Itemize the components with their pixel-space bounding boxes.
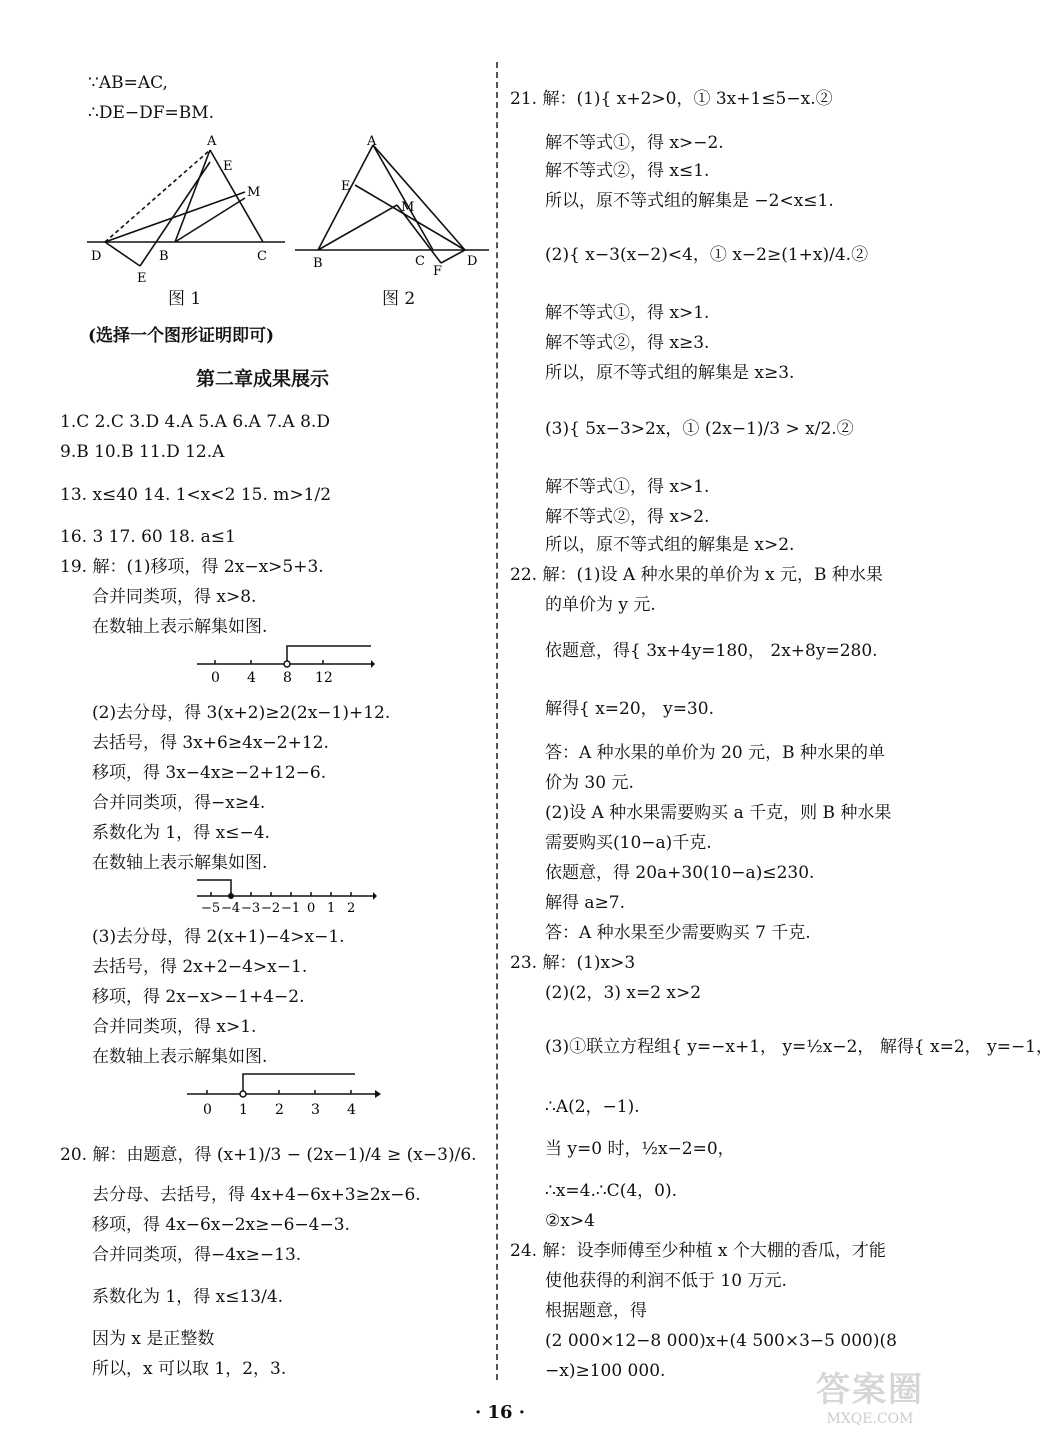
answer-line: 移项，得 3x−4x≥−2+12−6.	[92, 763, 327, 783]
nl3-tick: 1	[239, 1102, 248, 1118]
answer-line: 在数轴上表示解集如图.	[92, 1047, 268, 1067]
answer-line: 所以，原不等式组的解集是 x≥3.	[545, 363, 795, 383]
nl2-tick: −4	[221, 901, 241, 916]
answer-line: 系数化为 1，得 x≤13/4.	[92, 1287, 284, 1307]
watermark-logo	[780, 1362, 960, 1432]
nl3-tick: 3	[311, 1102, 320, 1118]
answer-line: 解不等式①，得 x>1.	[545, 477, 710, 497]
answer-line: 19. 解：(1)移项，得 2x−x>5+3.	[60, 557, 324, 577]
answer-line: 解得 a≥7.	[545, 893, 626, 913]
figure-1	[85, 130, 290, 290]
answer-line: 因为 x 是正整数	[92, 1329, 215, 1349]
answer-line: 22. 解：(1)设 A 种水果的单价为 x 元，B 种水果	[510, 565, 883, 585]
fig1-label-d: D	[91, 249, 102, 264]
fig2-label-f: F	[433, 264, 443, 279]
answer-line: 去括号，得 2x+2−4>x−1.	[92, 957, 308, 977]
answer-line: 合并同类项，得−4x≥−13.	[92, 1245, 302, 1265]
answer-line: 解不等式②，得 x>2.	[545, 507, 710, 527]
answer-line: 解不等式②，得 x≤1.	[545, 161, 710, 181]
fig2-label-b: B	[313, 256, 323, 271]
answer-line: 依题意，得 20a+30(10−a)≤230.	[545, 863, 815, 883]
fig1-label-m: M	[247, 185, 261, 200]
answer-line: 1.C 2.C 3.D 4.A 5.A 6.A 7.A 8.D	[60, 412, 330, 432]
nl2-tick: −3	[241, 901, 261, 916]
answer-line: 去分母、去括号，得 4x+4−6x+3≥2x−6.	[92, 1185, 421, 1205]
watermark-main: 答案圈	[816, 1370, 924, 1410]
fig2-label-a: A	[367, 134, 377, 149]
fig2-label-d: D	[467, 254, 478, 269]
answer-line: 21. 解：(1){ x+2>0，① 3x+1≤5−x.②	[510, 89, 833, 109]
answer-line: 合并同类项，得 x>1.	[92, 1017, 257, 1037]
answer-line: 移项，得 2x−x>−1+4−2.	[92, 987, 305, 1007]
answer-line: ∴A(2，−1).	[545, 1097, 640, 1117]
answer-line: 解不等式①，得 x>−2.	[545, 133, 724, 153]
answer-line: 价为 30 元.	[545, 773, 634, 793]
page-number: · 16 ·	[474, 1402, 526, 1423]
answer-line: 13. x≤40 14. 1<x<2 15. m>1/2	[60, 485, 332, 505]
answer-line: 所以，x 可以取 1，2，3.	[92, 1359, 287, 1379]
answer-line: 在数轴上表示解集如图.	[92, 853, 268, 873]
number-line-2	[195, 876, 380, 916]
number-line-1	[195, 642, 375, 687]
fig2-label-e: E	[341, 179, 351, 194]
nl2-tick: 1	[327, 901, 336, 916]
answer-line: 解不等式①，得 x>1.	[545, 303, 710, 323]
answer-line: 答：A 种水果至少需要购买 7 千克.	[545, 923, 811, 943]
fig1-label-c: C	[257, 249, 267, 264]
answer-line: −x)≥100 000.	[545, 1361, 666, 1381]
answer-line: 根据题意，得	[545, 1301, 647, 1321]
answer-line: 使他获得的利润不低于 10 万元.	[545, 1271, 787, 1291]
answer-line: 23. 解：(1)x>3	[510, 953, 636, 973]
nl3-tick: 4	[347, 1102, 356, 1118]
answer-line: 当 y=0 时，½x−2=0，	[545, 1139, 735, 1159]
answer-line: 所以，原不等式组的解集是 x>2.	[545, 535, 795, 555]
fig2-label-m: M	[401, 200, 415, 215]
answer-line: 解得{ x=20， y=30.	[545, 699, 714, 719]
answer-line: (2)设 A 种水果需要购买 a 千克，则 B 种水果	[545, 803, 892, 823]
fig1-label-e2: E	[137, 271, 147, 286]
answer-line: (2){ x−3(x−2)<4，① x−2≥(1+x)/4.②	[545, 245, 869, 265]
fig2-caption: 图 2	[382, 289, 416, 309]
answer-line: (3)①联立方程组{ y=−x+1， y=½x−2， 解得{ x=2， y=−1，	[545, 1037, 1053, 1057]
fig1-label-b: B	[159, 249, 169, 264]
fig1-caption: 图 1	[168, 289, 202, 309]
column-divider	[496, 62, 498, 1380]
answer-line: 依题意，得{ 3x+4y=180， 2x+8y=280.	[545, 641, 878, 661]
answer-line: ∴x=4.∴C(4，0).	[545, 1181, 677, 1201]
nl1-tick: 4	[247, 670, 256, 686]
answer-line: 16. 3 17. 60 18. a≤1	[60, 527, 236, 547]
figure-note: (选择一个图形证明即可)	[88, 326, 275, 346]
nl1-tick: 12	[315, 670, 333, 686]
nl2-tick: −5	[201, 901, 221, 916]
text-line: ∴DE−DF=BM.	[88, 103, 215, 123]
answer-line: 所以，原不等式组的解集是 −2<x≤1.	[545, 191, 834, 211]
number-line-3	[185, 1068, 385, 1118]
answer-line: 需要购买(10−a)千克.	[545, 833, 712, 853]
nl3-tick: 2	[275, 1102, 284, 1118]
answer-line: 系数化为 1，得 x≤−4.	[92, 823, 270, 843]
fig1-label-a: A	[207, 134, 217, 149]
nl2-tick: −1	[281, 901, 301, 916]
answer-line: (3)去分母，得 2(x+1)−4>x−1.	[92, 927, 345, 947]
section-title: 第二章成果展示	[196, 368, 330, 390]
nl2-tick: 0	[307, 901, 316, 916]
nl1-tick: 0	[211, 670, 220, 686]
fig1-label-e: E	[223, 159, 233, 174]
watermark-sub: MXQE.COM	[826, 1411, 914, 1427]
answer-line: 在数轴上表示解集如图.	[92, 617, 268, 637]
fig2-label-c: C	[415, 254, 425, 269]
answer-line: (2)去分母，得 3(x+2)≥2(2x−1)+12.	[92, 703, 391, 723]
answer-line: 合并同类项，得−x≥4.	[92, 793, 266, 813]
answer-line: 移项，得 4x−6x−2x≥−6−4−3.	[92, 1215, 350, 1235]
answer-line: (2 000×12−8 000)x+(4 500×3−5 000)(8	[545, 1331, 897, 1351]
answer-line: 合并同类项，得 x>8.	[92, 587, 257, 607]
answer-line: 答：A 种水果的单价为 20 元，B 种水果的单	[545, 743, 886, 763]
answer-line: 解不等式②，得 x≥3.	[545, 333, 710, 353]
answer-line: 9.B 10.B 11.D 12.A	[60, 442, 225, 462]
nl1-tick: 8	[283, 670, 292, 686]
answer-line: 的单价为 y 元.	[545, 595, 656, 615]
answer-line: ②x>4	[545, 1211, 595, 1231]
answer-line: 20. 解：由题意，得 (x+1)/3 − (2x−1)/4 ≥ (x−3)/6.	[60, 1145, 477, 1165]
nl3-tick: 0	[203, 1102, 212, 1118]
text-line: ∵AB=AC,	[88, 73, 168, 93]
answer-line: 去括号，得 3x+6≥4x−2+12.	[92, 733, 329, 753]
answer-line: (2)(2，3) x=2 x>2	[545, 983, 702, 1003]
answer-line: (3){ 5x−3>2x，① (2x−1)/3 > x/2.②	[545, 419, 854, 439]
figure-2	[293, 134, 493, 279]
answer-line: 24. 解：设李师傅至少种植 x 个大棚的香瓜，才能	[510, 1241, 886, 1261]
nl2-tick: 2	[347, 901, 356, 916]
nl2-tick: −2	[261, 901, 281, 916]
